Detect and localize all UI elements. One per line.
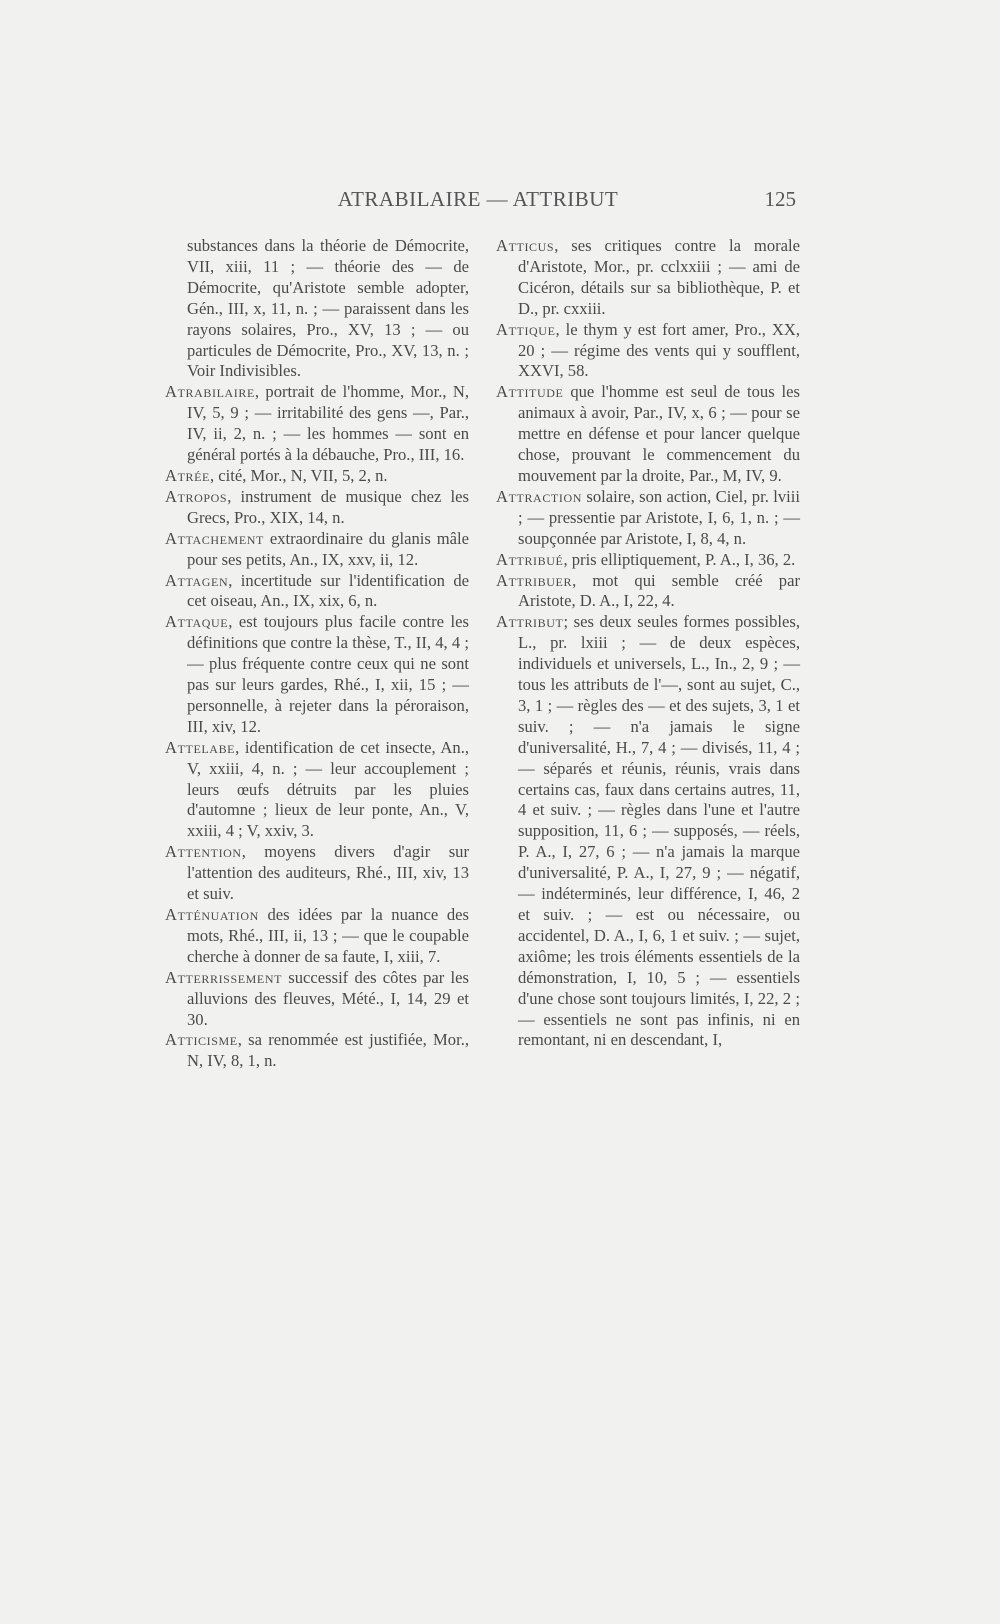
index-entry xyxy=(165,905,469,968)
entry-headword: Attique xyxy=(496,319,556,339)
entry-headword: Atticisme xyxy=(165,1030,238,1050)
entry-body: solaire, son action, Ciel, pr. lviii ; — pressentie par Aristote, I, 6, 1, n. ; — soupçonnée par Aristote, I, 8, 4, n. xyxy=(518,486,800,548)
entry-headword: Atticus xyxy=(496,236,555,255)
entry-body: , cité, Mor., N, VII, 5, 2, n. xyxy=(209,465,388,485)
index-entry xyxy=(165,1030,469,1072)
entry-headword: Atropos xyxy=(165,486,228,506)
entry-body: des idées par la nuance des mots, Rhé., III, ii, 13 ; — que le coupable cherche à donner de sa faute, I, xiii, 7. xyxy=(187,905,469,966)
right-column xyxy=(496,236,800,1051)
entry-body: , identification de cet insecte, An., V, xxiii, 4, n. ; — leur accouplement ; leurs œufs détruits par les pluies d'automne ; lieux de leur ponte, An., V, xxiii, 4 ; V, xxiv, 3. xyxy=(187,737,469,841)
entry-body: , mot qui semble créé par Aristote, D. A., I, 22, 4. xyxy=(518,570,800,611)
entry-headword: Attitude xyxy=(496,382,564,402)
index-entry xyxy=(165,487,469,529)
entry-body: extraordinaire du glanis mâle pour ses petits, An., IX, xxv, ii, 12. xyxy=(187,528,469,569)
entry-body: , sa renommée est justifiée, Mor., N, IV, 8, 1, n. xyxy=(187,1030,469,1071)
entry-headword: Atrée xyxy=(165,465,210,485)
entry-headword: Attelabe xyxy=(165,737,236,757)
entry-body: , est toujours plus facile contre les définitions que contre la thèse, T., II, 4, 4 ; — plus fréquente contre ceux qui ne sont pas sur leurs gardes, Rhé., I, xii, 15 ; — personnelle, à rejeter dans la péroraison, III, xiv, 12. xyxy=(187,612,469,736)
index-entry xyxy=(165,612,469,737)
entry-headword: Atténuation xyxy=(165,905,259,924)
index-entry xyxy=(496,236,800,320)
entry-headword: Attention xyxy=(165,842,242,862)
index-entry xyxy=(165,842,469,905)
left-column xyxy=(165,236,469,1072)
entry-body: , le thym y est fort amer, Pro., XX, 20 ; — régime des vents qui y soufflent, XXVI, 58. xyxy=(518,319,800,381)
entry-body: que l'homme est seul de tous les animaux à avoir, Par., IV, x, 6 ; — pour se mettre en défense et pour lancer quelque chose, prouvant le commencement du mouvement par la droite, Par., M, IV, 9. xyxy=(518,382,800,485)
entry-headword: Attribut xyxy=(496,612,564,632)
entry-headword: Attribué xyxy=(496,549,564,569)
entry-headword: Attagen xyxy=(165,570,229,590)
index-entry xyxy=(165,529,469,571)
entry-headword: Attaque xyxy=(165,612,229,632)
index-entry xyxy=(165,382,469,466)
entry-body: substances dans la théorie de Démocrite, VII, xiii, 11 ; — théorie des — de Démocrite, qu'Aristote semble adopter, Gén., III, x, 11, n. ; — paraissent dans les rayons solaires, Pro., XV, 13 ; — ou particules de Démocrite, Pro., XV, 13, n. ; Voir Indivisibles. xyxy=(187,236,469,381)
entry-body: ; ses deux seules formes possibles, L., pr. lxiii ; — de deux espèces, individuels et universels, L., In., 2, 9 ; — tous les attributs de l'—, sont au sujet, C., 3, 1 ; — règles des — et des sujets, 3, 1 et suiv. ; — n'a jamais le signe d'universalité, H., 7, 4 ; — divisés, 11, 4 ; — séparés et réunis, réunis, vrais dans certains cas, faux dans certains autres, 11, 4 et suiv. ; — règles dans l'une et l'autre supposition, 11, 6 ; — supposés, — réels, P. A., I, 27, 6 ; — n'a jamais la marque d'universalité, P. A., I, 27, 9 ; — négatif, — indéterminés, leur différence, I, 46, 2 et suiv. ; — est ou nécessaire, ou accidentel, D. A., I, 6, 1 et suiv. ; — sujet, axiôme; les trois éléments essentiels de la démonstration, I, 10, 5 ; — essentiels d'une chose sont toujours limités, I, 22, 2 ; — essentiels ne sont pas infinis, ni en remontant, ni en descendant, I, xyxy=(518,612,800,1050)
index-entry xyxy=(165,236,469,382)
index-entry xyxy=(496,571,800,613)
entry-headword: Attraction xyxy=(496,486,582,506)
entry-body: , moyens divers d'agir sur l'attention des auditeurs, Rhé., III, xiv, 13 et suiv. xyxy=(187,842,469,904)
index-entry xyxy=(165,571,469,613)
entry-body: , incertitude sur l'identification de cet oiseau, An., IX, xix, 6, n. xyxy=(187,570,469,611)
entry-body: , instrument de musique chez les Grecs, Pro., XIX, 14, n. xyxy=(187,486,469,527)
index-entry xyxy=(165,968,469,1031)
page-header xyxy=(160,187,796,217)
entry-body: successif des côtes par les alluvions des fleuves, Mété., I, 14, 29 et 30. xyxy=(187,967,469,1029)
entry-body: , ses critiques contre la morale d'Aristote, Mor., pr. cclxxiii ; — ami de Cicéron, détails sur sa bibliothèque, P. et D., pr. cxxiii. xyxy=(518,236,800,318)
index-entry xyxy=(165,738,469,843)
entry-headword: Atrabilaire xyxy=(165,382,255,402)
entry-headword: Attribuer xyxy=(496,570,573,590)
index-entry xyxy=(496,487,800,550)
index-entry xyxy=(496,382,800,487)
entry-headword: Attachement xyxy=(165,528,264,548)
entry-headword: Atterrissement xyxy=(165,967,283,987)
index-entry xyxy=(496,550,800,571)
running-title: ATRABILAIRE — ATTRIBUT xyxy=(337,187,619,211)
index-entry xyxy=(496,612,800,1051)
index-entry xyxy=(496,320,800,383)
index-entry xyxy=(165,466,469,487)
entry-body: , pris elliptiquement, P. A., I, 36, 2. xyxy=(563,549,796,569)
page-number: 125 xyxy=(764,187,796,211)
entry-body: , portrait de l'homme, Mor., N, IV, 5, 9 ; — irritabilité des gens —, Par., IV, ii, 2, n. ; — les hommes — sont en général portés à la débauche, Pro., III, 16. xyxy=(187,382,469,465)
